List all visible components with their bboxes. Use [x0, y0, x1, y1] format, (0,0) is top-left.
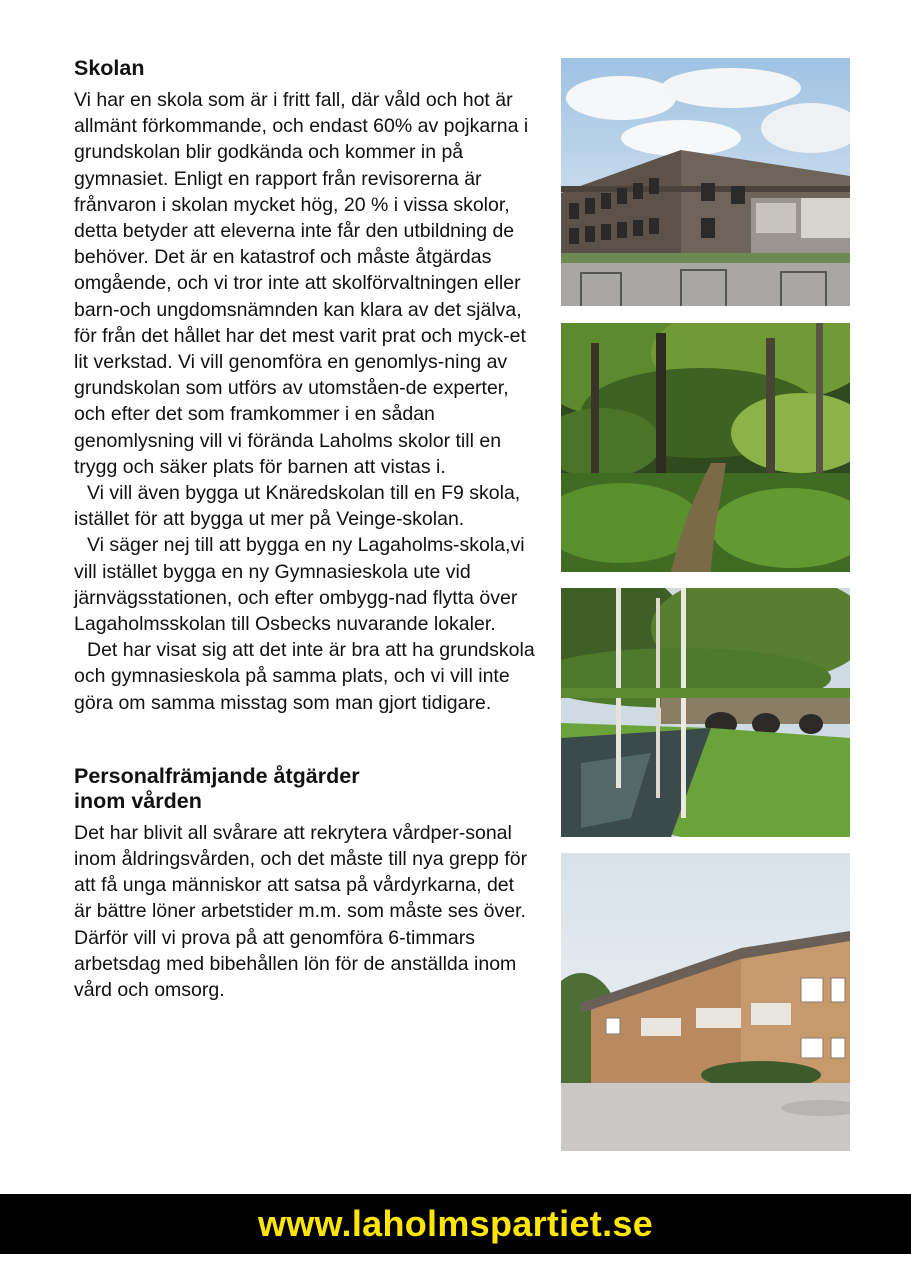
school-building-photo	[561, 58, 850, 306]
text-column	[74, 56, 536, 1003]
care-heading-line-1: Personalfrämjande åtgärder	[74, 763, 360, 788]
care-home-photo	[561, 853, 850, 1151]
school-paragraph-2: Vi vill även bygga ut Knäredskolan till en F9 skola, istället för att bygga ut mer på Veinge-skolan.	[74, 482, 521, 531]
footer-bar	[0, 1194, 911, 1254]
school-paragraph-1: Vi har en skola som är i fritt fall, där våld och hot är allmänt förkommande, och endast 60% av pojkarna i grundskolan blir godkända och kommer in på gymnasiet. Enligt en rapport från revisorerna är frånvaron i skolan mycket hög, 20 % i vissa skolor, detta betyder att eleverna inte får den utbildning de behöver. Det är en katastrof och måste åtgärdas omgående, och vi tror inte att skolförvaltningen eller barn-och ungdomsnämnden kan klara av det själva, för från det hållet har det mest varit prat och myck-et lit verkstad. Vi vill genomföra en genomlys-ning av grundskolan som utförs av utomståen-de experter, och efter det som framkommer i en sådan genomlysning vill vi förända Laholms skolor till en trygg och säker plats för barnen att vistas i.	[74, 89, 529, 478]
river-bridge-photo	[561, 588, 850, 837]
care-heading-line-2: inom vården	[74, 788, 202, 813]
care-paragraph: Det har blivit all svårare att rekrytera vårdper-sonal inom åldringsvården, och det måste till nya grepp för att få unga människor att satsa på vårdyrkarna, det är bättre löner arbetstider m.m. som måste ses över. Därför vill vi prova på att genomföra 6-timmars arbetsdag med bibehållen lön för de anställda inom vård och omsorg.	[74, 821, 528, 1002]
forest-path-photo	[561, 323, 850, 572]
school-paragraph-4: Det har visat sig att det inte är bra att ha grundskola och gymnasieskola på samma plats, och vi vill inte göra om samma misstag som man gjort tidigare.	[74, 639, 535, 714]
school-paragraph-3: Vi säger nej till att bygga en ny Lagaholms-skola,vi vill istället bygga en ny Gymnasieskola ute vid järnvägsstationen, och efter ombygg-nad flytta över Lagaholmsskolan till Osbecks nuvarande lokaler.	[74, 534, 525, 636]
website-url[interactable]: www.laholmspartiet.se	[257, 1203, 654, 1244]
school-heading: Skolan	[74, 56, 145, 80]
care-heading	[74, 764, 536, 814]
